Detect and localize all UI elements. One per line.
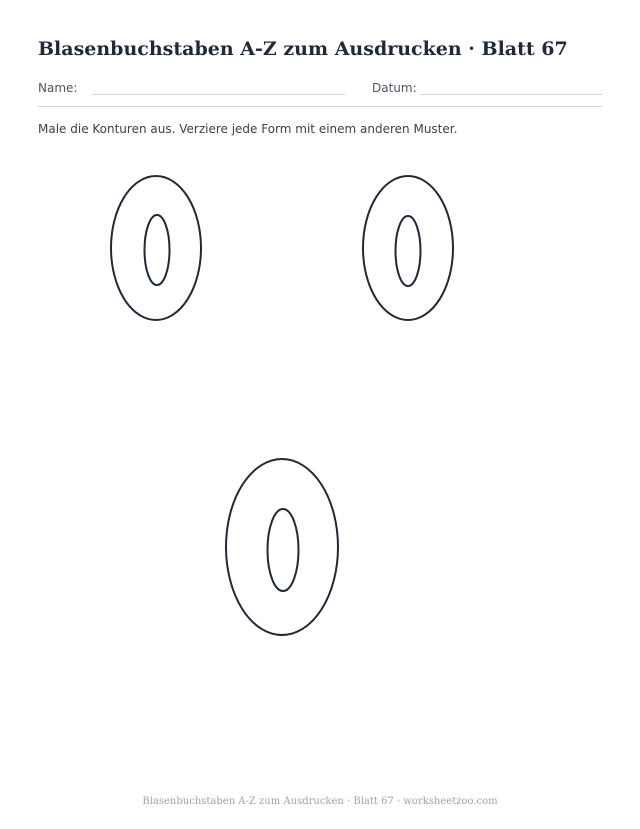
date-label: Datum:: [372, 81, 417, 95]
bubble-zero-1: [111, 176, 201, 320]
name-label: Name:: [38, 81, 78, 95]
bubble-zero-2: [363, 176, 453, 320]
footer-text: Blasenbuchstaben A-Z zum Ausdrucken · Blatt 67 · worksheetzoo.com: [142, 796, 498, 807]
bubble-zero-3: [226, 459, 338, 635]
instruction-text: Male die Konturen aus. Verziere jede Form mit einem anderen Muster.: [38, 122, 458, 136]
page-title: Blasenbuchstaben A-Z zum Ausdrucken · Blatt 67: [38, 38, 568, 60]
